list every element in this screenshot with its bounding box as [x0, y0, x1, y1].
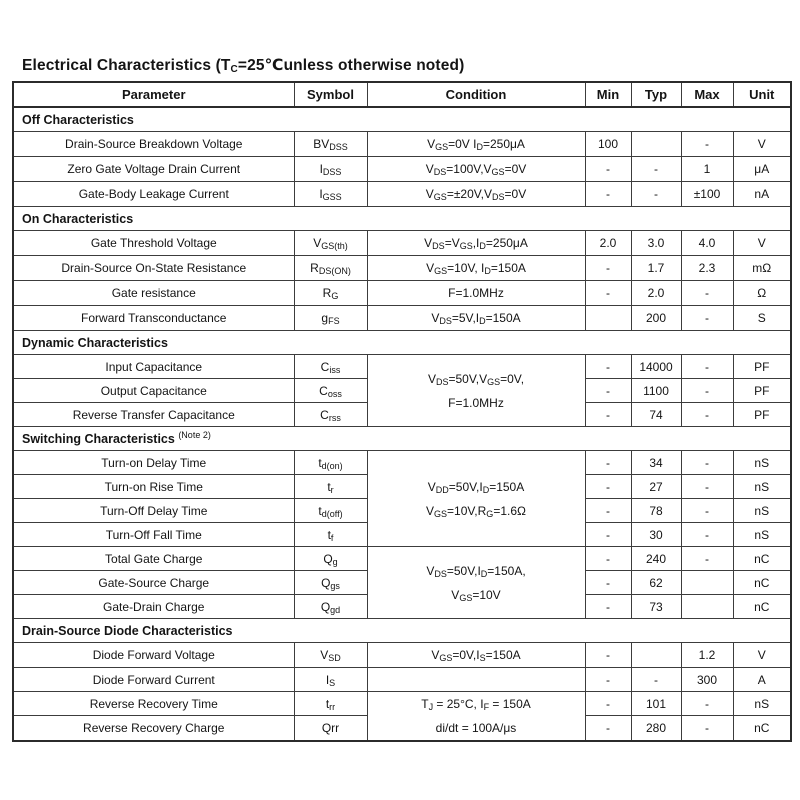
- section-title: Drain-Source Diode Characteristics: [13, 619, 791, 643]
- min-cell: -: [585, 157, 631, 182]
- typ-cell: 1100: [631, 379, 681, 403]
- min-cell: -: [585, 595, 631, 619]
- condition-cell: $V_{DS}=50V,V_{GS}=0V$, F=1.0MHz: [367, 355, 585, 427]
- table-row: [13, 692, 791, 716]
- parameter-cell: Forward Transconductance: [13, 306, 294, 331]
- min-cell: -: [585, 692, 631, 716]
- max-cell: -: [681, 403, 733, 427]
- parameter-cell: Turn-Off Delay Time: [13, 499, 294, 523]
- table-row: [13, 157, 791, 182]
- condition-cell: $V_{DS}=5V,I_D=150A$: [367, 306, 585, 331]
- unit-cell: nC: [733, 547, 791, 571]
- table-row: [13, 355, 791, 379]
- max-cell: -: [681, 692, 733, 716]
- section-header-row: [13, 331, 791, 355]
- typ-cell: 3.0: [631, 231, 681, 256]
- max-cell: -: [681, 475, 733, 499]
- table-row: [13, 547, 791, 571]
- column-header-symbol: Symbol: [294, 82, 367, 107]
- symbol-cell: $V_{GS(th)}$: [294, 231, 367, 256]
- typ-cell: -: [631, 668, 681, 692]
- column-header-row: [13, 82, 791, 107]
- typ-cell: [631, 643, 681, 668]
- parameter-cell: Diode Forward Current: [13, 668, 294, 692]
- min-cell: -: [585, 281, 631, 306]
- min-cell: -: [585, 451, 631, 475]
- table-body: [13, 107, 791, 741]
- max-cell: 300: [681, 668, 733, 692]
- symbol-cell: $C_{rss}$: [294, 403, 367, 427]
- unit-cell: V: [733, 231, 791, 256]
- max-cell: [681, 571, 733, 595]
- typ-cell: 14000: [631, 355, 681, 379]
- min-cell: -: [585, 716, 631, 741]
- unit-cell: nS: [733, 692, 791, 716]
- typ-cell: 27: [631, 475, 681, 499]
- unit-cell: nC: [733, 595, 791, 619]
- max-cell: 2.3: [681, 256, 733, 281]
- parameter-cell: Output Capacitance: [13, 379, 294, 403]
- column-header-min: Min: [585, 82, 631, 107]
- min-cell: 100: [585, 132, 631, 157]
- section-header-row: [13, 107, 791, 132]
- symbol-cell: Qrr: [294, 716, 367, 741]
- min-cell: -: [585, 403, 631, 427]
- parameter-cell: Turn-on Delay Time: [13, 451, 294, 475]
- min-cell: -: [585, 355, 631, 379]
- condition-cell: $V_{GS}=\pm 20V,V_{DS}=0V$: [367, 182, 585, 207]
- symbol-cell: $BV_{DSS}$: [294, 132, 367, 157]
- typ-cell: 2.0: [631, 281, 681, 306]
- parameter-cell: Gate resistance: [13, 281, 294, 306]
- symbol-cell: $t_f$: [294, 523, 367, 547]
- min-cell: -: [585, 475, 631, 499]
- max-cell: [681, 595, 733, 619]
- section-title: Dynamic Characteristics: [13, 331, 791, 355]
- condition-cell: $V_{DS}=100V,V_{GS}=0V$: [367, 157, 585, 182]
- unit-cell: nS: [733, 475, 791, 499]
- max-cell: 4.0: [681, 231, 733, 256]
- symbol-cell: $Q_g$: [294, 547, 367, 571]
- max-cell: 1: [681, 157, 733, 182]
- max-cell: 1.2: [681, 643, 733, 668]
- table-row: [13, 306, 791, 331]
- condition-cell: $V_{DD}=50V,I_D=150A$ $V_{GS}=10V,R_G=1.6\Omega$: [367, 451, 585, 547]
- max-cell: -: [681, 523, 733, 547]
- typ-cell: -: [631, 157, 681, 182]
- max-cell: -: [681, 281, 733, 306]
- max-cell: -: [681, 499, 733, 523]
- section-header-row: [13, 427, 791, 451]
- parameter-cell: Input Capacitance: [13, 355, 294, 379]
- unit-cell: V: [733, 132, 791, 157]
- page-title: Electrical Characteristics ($T_C=25℃unless$ otherwise noted): [22, 57, 465, 75]
- max-cell: ±100: [681, 182, 733, 207]
- table-row: [13, 256, 791, 281]
- table-row: [13, 451, 791, 475]
- min-cell: 2.0: [585, 231, 631, 256]
- unit-cell: nC: [733, 571, 791, 595]
- symbol-cell: $R_{DS(ON)}$: [294, 256, 367, 281]
- typ-cell: 240: [631, 547, 681, 571]
- typ-cell: 74: [631, 403, 681, 427]
- min-cell: [585, 306, 631, 331]
- parameter-cell: Turn-Off Fall Time: [13, 523, 294, 547]
- symbol-cell: $t_r$: [294, 475, 367, 499]
- parameter-cell: Zero Gate Voltage Drain Current: [13, 157, 294, 182]
- symbol-cell: $t_{rr}$: [294, 692, 367, 716]
- condition-cell: $T_J = 25^\circ C$, $I_F = 150A$ di/dt = 100A/μs: [367, 692, 585, 742]
- typ-cell: 73: [631, 595, 681, 619]
- symbol-cell: $V_{SD}$: [294, 643, 367, 668]
- condition-cell: $V_{GS}=0V$ $I_D=250\mu A$: [367, 132, 585, 157]
- symbol-cell: $I_S$: [294, 668, 367, 692]
- parameter-cell: Turn-on Rise Time: [13, 475, 294, 499]
- unit-cell: μA: [733, 157, 791, 182]
- parameter-cell: Total Gate Charge: [13, 547, 294, 571]
- section-title: Switching Characteristics $^{(Note 2)}$: [13, 427, 791, 451]
- section-title: Off Characteristics: [13, 107, 791, 132]
- unit-cell: PF: [733, 379, 791, 403]
- typ-cell: 78: [631, 499, 681, 523]
- max-cell: -: [681, 451, 733, 475]
- min-cell: -: [585, 523, 631, 547]
- unit-cell: Ω: [733, 281, 791, 306]
- typ-cell: 1.7: [631, 256, 681, 281]
- symbol-cell: $R_G$: [294, 281, 367, 306]
- table-row: [13, 231, 791, 256]
- min-cell: -: [585, 499, 631, 523]
- typ-cell: 30: [631, 523, 681, 547]
- max-cell: -: [681, 716, 733, 741]
- symbol-cell: $C_{oss}$: [294, 379, 367, 403]
- typ-cell: 280: [631, 716, 681, 741]
- typ-cell: -: [631, 182, 681, 207]
- column-header-parameter: Parameter: [13, 82, 294, 107]
- min-cell: -: [585, 571, 631, 595]
- column-header-condition: Condition: [367, 82, 585, 107]
- parameter-cell: Diode Forward Voltage: [13, 643, 294, 668]
- parameter-cell: Gate-Body Leakage Current: [13, 182, 294, 207]
- condition-cell: $V_{GS}=10V$, $I_D=150A$: [367, 256, 585, 281]
- condition-cell: $V_{DS}=50V,I_D=150A$, $V_{GS}=10V$: [367, 547, 585, 619]
- min-cell: -: [585, 668, 631, 692]
- electrical-characteristics-table: [12, 81, 792, 742]
- parameter-cell: Drain-Source Breakdown Voltage: [13, 132, 294, 157]
- symbol-cell: $Q_{gs}$: [294, 571, 367, 595]
- table-row: [13, 643, 791, 668]
- condition-cell: F=1.0MHz: [367, 281, 585, 306]
- table-row: [13, 281, 791, 306]
- symbol-cell: $I_{DSS}$: [294, 157, 367, 182]
- parameter-cell: Reverse Recovery Time: [13, 692, 294, 716]
- min-cell: -: [585, 182, 631, 207]
- parameter-cell: Reverse Transfer Capacitance: [13, 403, 294, 427]
- typ-cell: 62: [631, 571, 681, 595]
- typ-cell: 34: [631, 451, 681, 475]
- condition-cell: $V_{GS}=0V,I_S=150A$: [367, 643, 585, 668]
- section-header-row: [13, 207, 791, 231]
- parameter-cell: Gate Threshold Voltage: [13, 231, 294, 256]
- parameter-cell: Gate-Drain Charge: [13, 595, 294, 619]
- unit-cell: A: [733, 668, 791, 692]
- typ-cell: 200: [631, 306, 681, 331]
- table-row: [13, 182, 791, 207]
- max-cell: -: [681, 132, 733, 157]
- unit-cell: nS: [733, 499, 791, 523]
- max-cell: -: [681, 547, 733, 571]
- symbol-cell: $Q_{gd}$: [294, 595, 367, 619]
- min-cell: -: [585, 643, 631, 668]
- parameter-cell: Gate-Source Charge: [13, 571, 294, 595]
- unit-cell: mΩ: [733, 256, 791, 281]
- unit-cell: nS: [733, 451, 791, 475]
- table-row: [13, 668, 791, 692]
- symbol-cell: $g_{FS}$: [294, 306, 367, 331]
- section-title: On Characteristics: [13, 207, 791, 231]
- max-cell: -: [681, 306, 733, 331]
- symbol-cell: $I_{GSS}$: [294, 182, 367, 207]
- typ-cell: 101: [631, 692, 681, 716]
- table-header: [13, 82, 791, 107]
- column-header-typ: Typ: [631, 82, 681, 107]
- max-cell: -: [681, 355, 733, 379]
- unit-cell: nA: [733, 182, 791, 207]
- unit-cell: PF: [733, 355, 791, 379]
- symbol-cell: $t_{d(off)}$: [294, 499, 367, 523]
- column-header-max: Max: [681, 82, 733, 107]
- column-header-unit: Unit: [733, 82, 791, 107]
- min-cell: -: [585, 379, 631, 403]
- typ-cell: [631, 132, 681, 157]
- parameter-cell: Drain-Source On-State Resistance: [13, 256, 294, 281]
- table-row: [13, 132, 791, 157]
- unit-cell: nS: [733, 523, 791, 547]
- section-header-row: [13, 619, 791, 643]
- symbol-cell: $t_{d(on)}$: [294, 451, 367, 475]
- min-cell: -: [585, 256, 631, 281]
- condition-cell: [367, 668, 585, 692]
- symbol-cell: $C_{iss}$: [294, 355, 367, 379]
- parameter-cell: Reverse Recovery Charge: [13, 716, 294, 741]
- unit-cell: S: [733, 306, 791, 331]
- min-cell: -: [585, 547, 631, 571]
- condition-cell: $V_{DS}=V_{GS},I_D=250\mu A$: [367, 231, 585, 256]
- unit-cell: PF: [733, 403, 791, 427]
- max-cell: -: [681, 379, 733, 403]
- unit-cell: nC: [733, 716, 791, 741]
- unit-cell: V: [733, 643, 791, 668]
